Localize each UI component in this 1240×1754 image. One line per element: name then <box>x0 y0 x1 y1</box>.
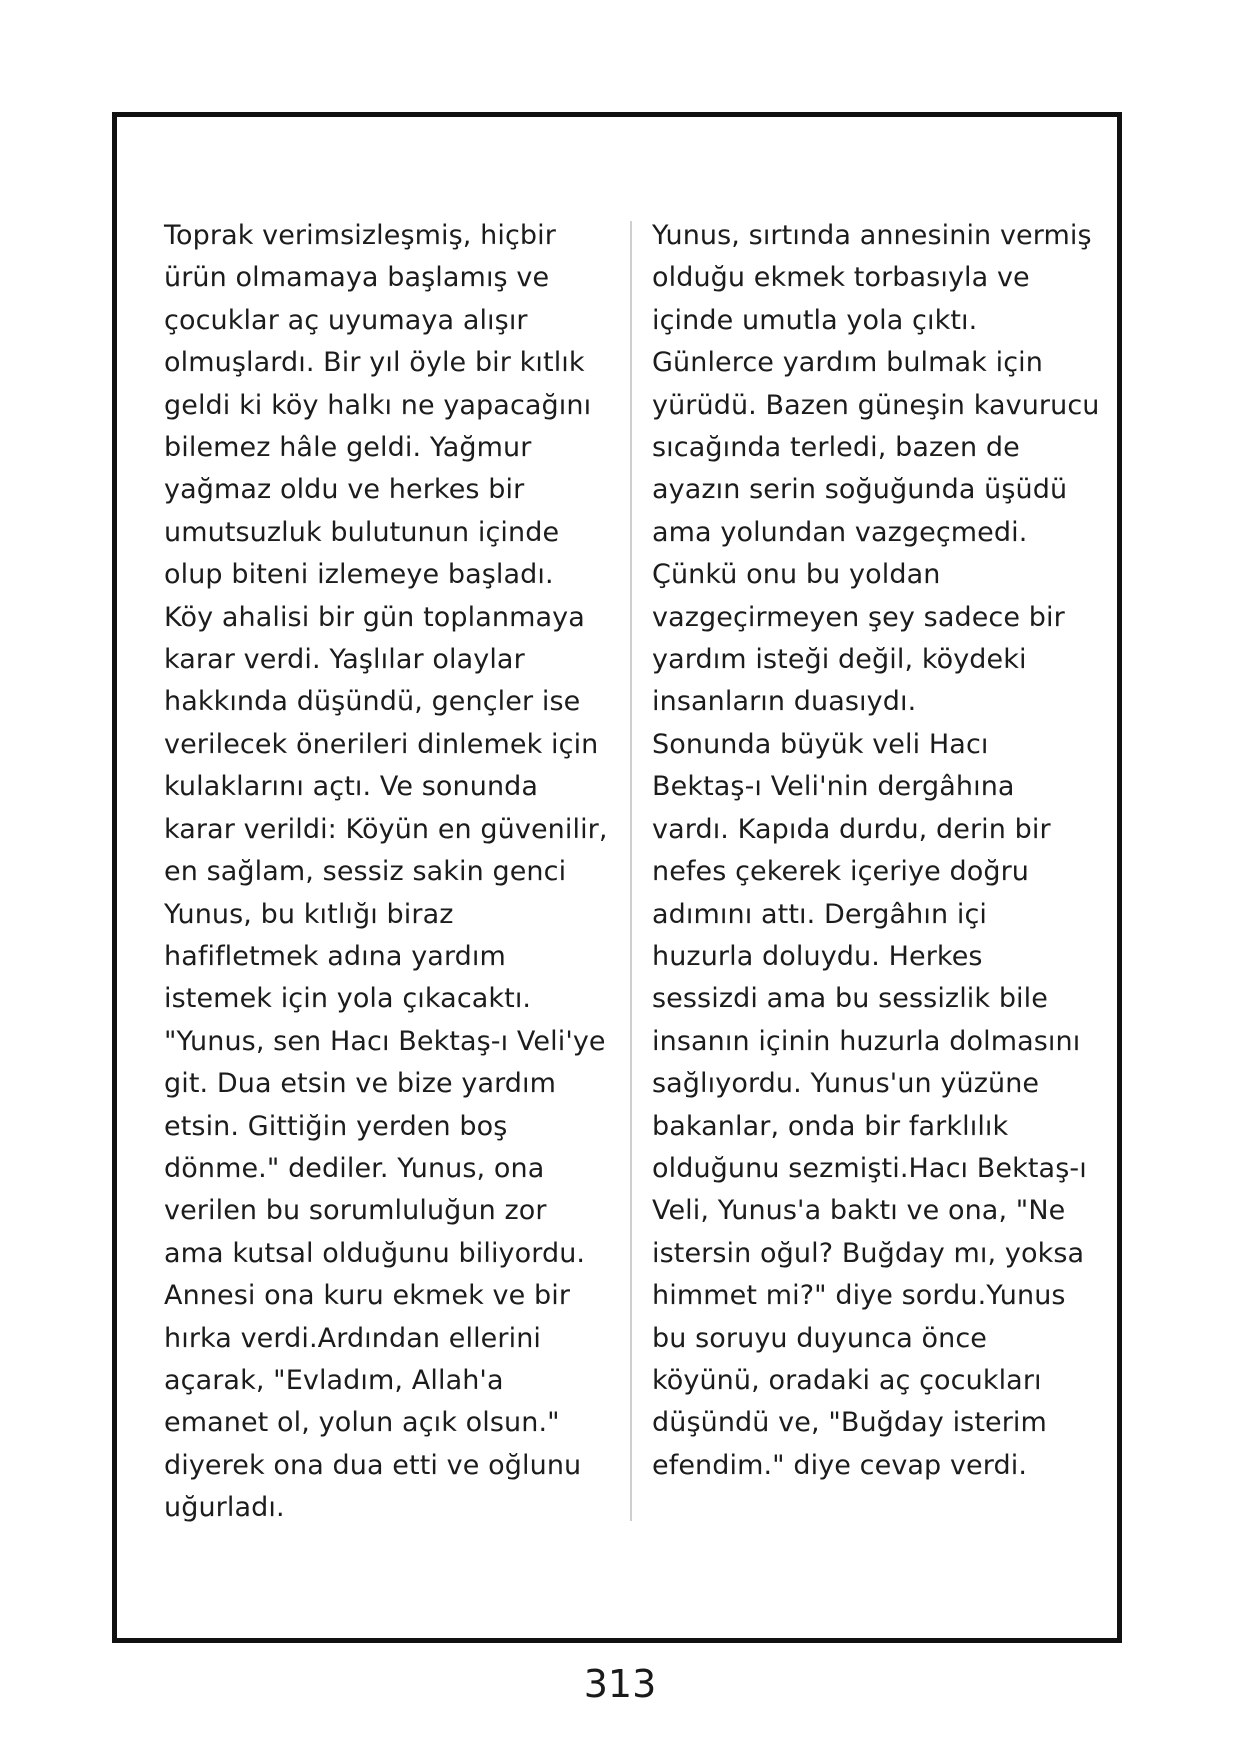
text-line: yürüdü. Bazen güneşin kavurucu <box>652 389 1100 421</box>
column-divider <box>630 221 632 1521</box>
text-line: Annesi ona kuru ekmek ve bir <box>164 1280 571 1312</box>
text-line: yardım isteği değil, köydeki <box>652 644 1027 676</box>
text-line: kulaklarını açtı. Ve sonunda <box>164 771 539 803</box>
text-line: Köy ahalisi bir gün toplanmaya <box>164 601 585 633</box>
text-line: ama yolundan vazgeçmedi. <box>652 516 1028 548</box>
text-line: insanların duasıydı. <box>652 686 917 718</box>
text-line: karar verdi. Yaşlılar olaylar <box>164 644 525 676</box>
text-line: diyerek ona dua etti ve oğlunu <box>164 1449 582 1481</box>
text-line: yağmaz oldu ve herkes bir <box>164 474 525 506</box>
text-line: verilecek önerileri dinlemek için <box>164 728 599 760</box>
text-line: Bektaş-ı Veli'nin dergâhına <box>652 771 1015 803</box>
left-text-column <box>164 215 608 1530</box>
text-line: bakanlar, onda bir farklılık <box>652 1110 1009 1142</box>
text-line: olduğunu sezmişti.Hacı Bektaş-ı <box>652 1152 1087 1184</box>
page-frame <box>112 112 1122 1643</box>
text-line: ayazın serin soğuğunda üşüdü <box>652 474 1068 506</box>
text-line: sessizdi ama bu sessizlik bile <box>652 983 1048 1015</box>
text-line: çocuklar aç uyumaya alışır <box>164 304 528 336</box>
text-line: Toprak verimsizleşmiş, hiçbir <box>164 220 556 251</box>
text-line: Yunus, sırtında annesinin vermiş <box>652 220 1092 251</box>
right-text-column <box>652 215 1100 1487</box>
text-line: hakkında düşündü, gençler ise <box>164 686 581 718</box>
text-line: Yunus, bu kıtlığı biraz <box>164 898 454 930</box>
text-line: umutsuzluk bulutunun içinde <box>164 516 560 548</box>
text-line: efendim." diye cevap verdi. <box>652 1449 1028 1481</box>
text-line: düşündü ve, "Buğday isterim <box>652 1407 1047 1439</box>
text-line: en sağlam, sessiz sakin genci <box>164 856 567 888</box>
text-line: insanın içinin huzurla dolmasını <box>652 1025 1081 1057</box>
text-line: nefes çekerek içeriye doğru <box>652 856 1030 888</box>
text-line: vazgeçirmeyen şey sadece bir <box>652 601 1065 633</box>
text-line: verilen bu sorumluluğun zor <box>164 1195 547 1227</box>
text-line: istersin oğul? Buğday mı, yoksa <box>652 1237 1085 1269</box>
text-line: olmuşlardı. Bir yıl öyle bir kıtlık <box>164 347 585 379</box>
text-line: ürün olmamaya başlamış ve <box>164 262 550 294</box>
text-line: adımını attı. Dergâhın içi <box>652 898 988 930</box>
text-line: emanet ol, yolun açık olsun." <box>164 1407 560 1439</box>
text-line: olduğu ekmek torbasıyla ve <box>652 262 1030 294</box>
text-line: ama kutsal olduğunu biliyordu. <box>164 1237 586 1269</box>
text-line: Veli, Yunus'a baktı ve ona, "Ne <box>652 1195 1066 1227</box>
text-line: köyünü, oradaki aç çocukları <box>652 1364 1042 1396</box>
text-line: etsin. Gittiğin yerden boş <box>164 1110 508 1142</box>
text-line: bilemez hâle geldi. Yağmur <box>164 432 532 464</box>
text-line: vardı. Kapıda durdu, derin bir <box>652 813 1051 845</box>
text-line: git. Dua etsin ve bize yardım <box>164 1068 557 1100</box>
text-line: himmet mi?" diye sordu.Yunus <box>652 1280 1066 1312</box>
text-line: sıcağında terledi, bazen de <box>652 432 1020 464</box>
text-line: geldi ki köy halkı ne yapacağını <box>164 389 592 421</box>
text-line: hırka verdi.Ardından ellerini <box>164 1322 542 1354</box>
text-line: açarak, "Evladım, Allah'a <box>164 1364 504 1396</box>
text-line: içinde umutla yola çıktı. <box>652 304 978 336</box>
text-line: bu soruyu duyunca önce <box>652 1322 988 1354</box>
text-line: Günlerce yardım bulmak için <box>652 347 1043 379</box>
text-line: karar verildi: Köyün en güvenilir, <box>164 813 608 845</box>
text-line: olup biteni izlemeye başladı. <box>164 559 554 591</box>
text-line: sağlıyordu. Yunus'un yüzüne <box>652 1068 1040 1100</box>
text-line: "Yunus, sen Hacı Bektaş-ı Veli'ye <box>164 1025 606 1057</box>
page-number: 313 <box>583 1662 657 1706</box>
text-line: Sonunda büyük veli Hacı <box>652 728 989 760</box>
text-line: istemek için yola çıkacaktı. <box>164 983 532 1015</box>
text-line: uğurladı. <box>164 1492 285 1524</box>
text-line: huzurla doluydu. Herkes <box>652 940 983 972</box>
text-line: Çünkü onu bu yoldan <box>652 559 941 591</box>
text-line: dönme." dediler. Yunus, ona <box>164 1152 545 1184</box>
text-line: hafifletmek adına yardım <box>164 940 506 972</box>
